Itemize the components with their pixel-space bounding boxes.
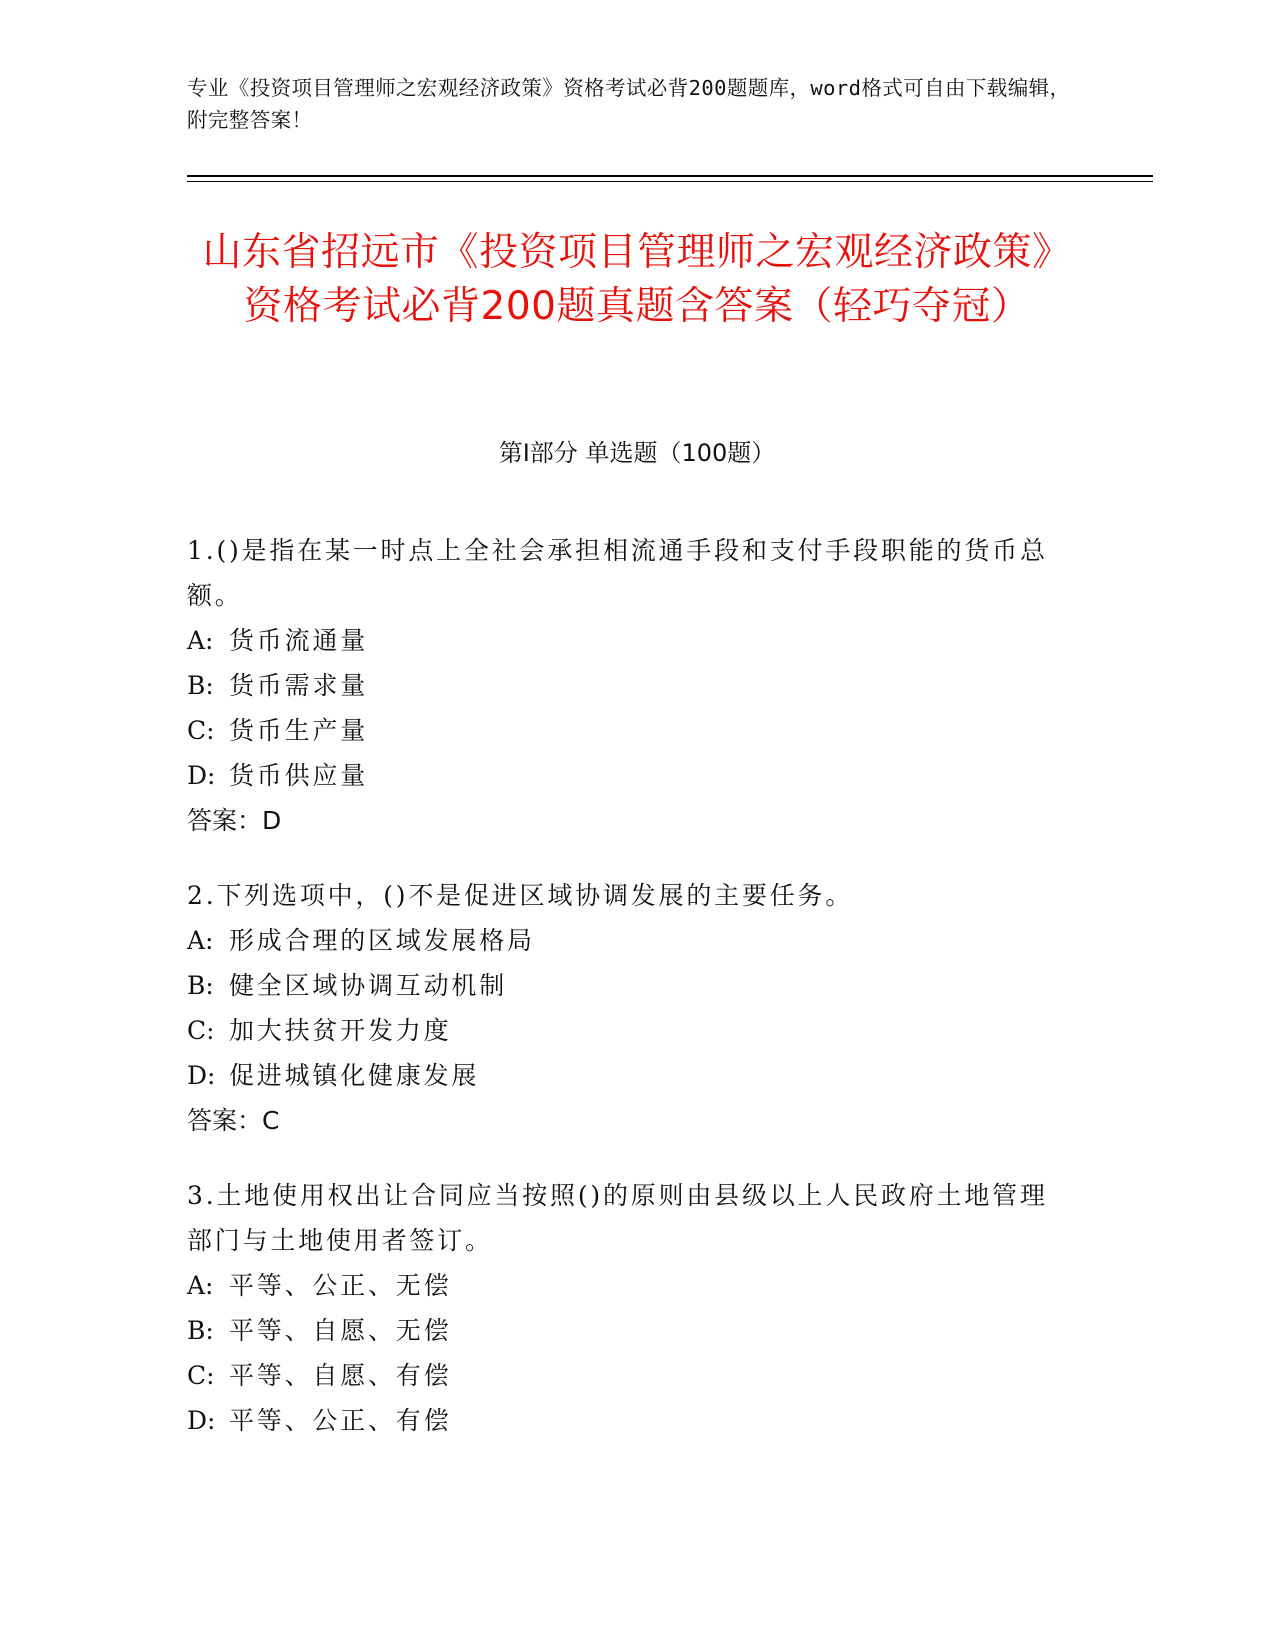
answer: 答案：D (187, 806, 282, 835)
option-d (187, 1053, 1067, 1098)
question-stem: 1.()是指在某一时点上全社会承担相流通手段和支付手段职能的货币总额。 (187, 536, 1048, 610)
question-stem: 2.下列选项中，()不是促进区域协调发展的主要任务。 (187, 881, 854, 910)
option-a (187, 918, 1067, 963)
document-title: 山东省招远市《投资项目管理师之宏观经济政策》资格考试必背200题真题含答案（轻巧夺冠） (202, 230, 1072, 329)
section-heading: 第I部分 单选题（100题） (498, 439, 776, 467)
option-letter: B: (187, 1316, 214, 1345)
question-2 (187, 873, 1067, 1143)
option-letter: C: (187, 1016, 215, 1045)
option-text: 平等、自愿、有偿 (229, 1361, 452, 1390)
option-d (187, 1398, 1067, 1443)
option-text: 货币供应量 (229, 761, 369, 790)
option-letter: D: (187, 1061, 216, 1090)
option-text: 促进城镇化健康发展 (229, 1061, 480, 1090)
option-letter: D: (187, 761, 216, 790)
option-b (187, 963, 1067, 1008)
option-text: 平等、公正、有偿 (229, 1406, 452, 1435)
option-text: 健全区域协调互动机制 (229, 971, 508, 1000)
option-text: 货币流通量 (229, 626, 369, 655)
option-letter: C: (187, 716, 215, 745)
option-text: 形成合理的区域发展格局 (229, 926, 535, 955)
option-text: 货币生产量 (229, 716, 369, 745)
option-c (187, 708, 1067, 753)
option-d (187, 753, 1067, 798)
option-a (187, 1263, 1067, 1308)
option-letter: A: (187, 626, 214, 655)
option-letter: B: (187, 971, 214, 1000)
option-a (187, 618, 1067, 663)
option-text: 加大扶贫开发力度 (229, 1016, 452, 1045)
option-text: 货币需求量 (229, 671, 369, 700)
question-3 (187, 1173, 1067, 1443)
header-note: 专业《投资项目管理师之宏观经济政策》资格考试必背200题题库，word格式可自由下载编辑，附完整答案！ (187, 76, 1071, 132)
option-letter: D: (187, 1406, 216, 1435)
option-letter: A: (187, 1271, 214, 1300)
header-rule-thick (187, 175, 1153, 177)
option-b (187, 663, 1067, 708)
option-c (187, 1353, 1067, 1398)
option-text: 平等、自愿、无偿 (229, 1316, 452, 1345)
option-letter: B: (187, 671, 214, 700)
option-letter: A: (187, 926, 214, 955)
option-letter: C: (187, 1361, 215, 1390)
option-c (187, 1008, 1067, 1053)
question-stem: 3.土地使用权出让合同应当按照()的原则由县级以上人民政府土地管理部门与土地使用者签订。 (187, 1181, 1048, 1255)
option-text: 平等、公正、无偿 (229, 1271, 452, 1300)
header-rule-thin (187, 181, 1153, 182)
option-b (187, 1308, 1067, 1353)
question-1 (187, 528, 1067, 843)
question-list (187, 528, 1067, 1473)
answer: 答案：C (187, 1106, 280, 1135)
